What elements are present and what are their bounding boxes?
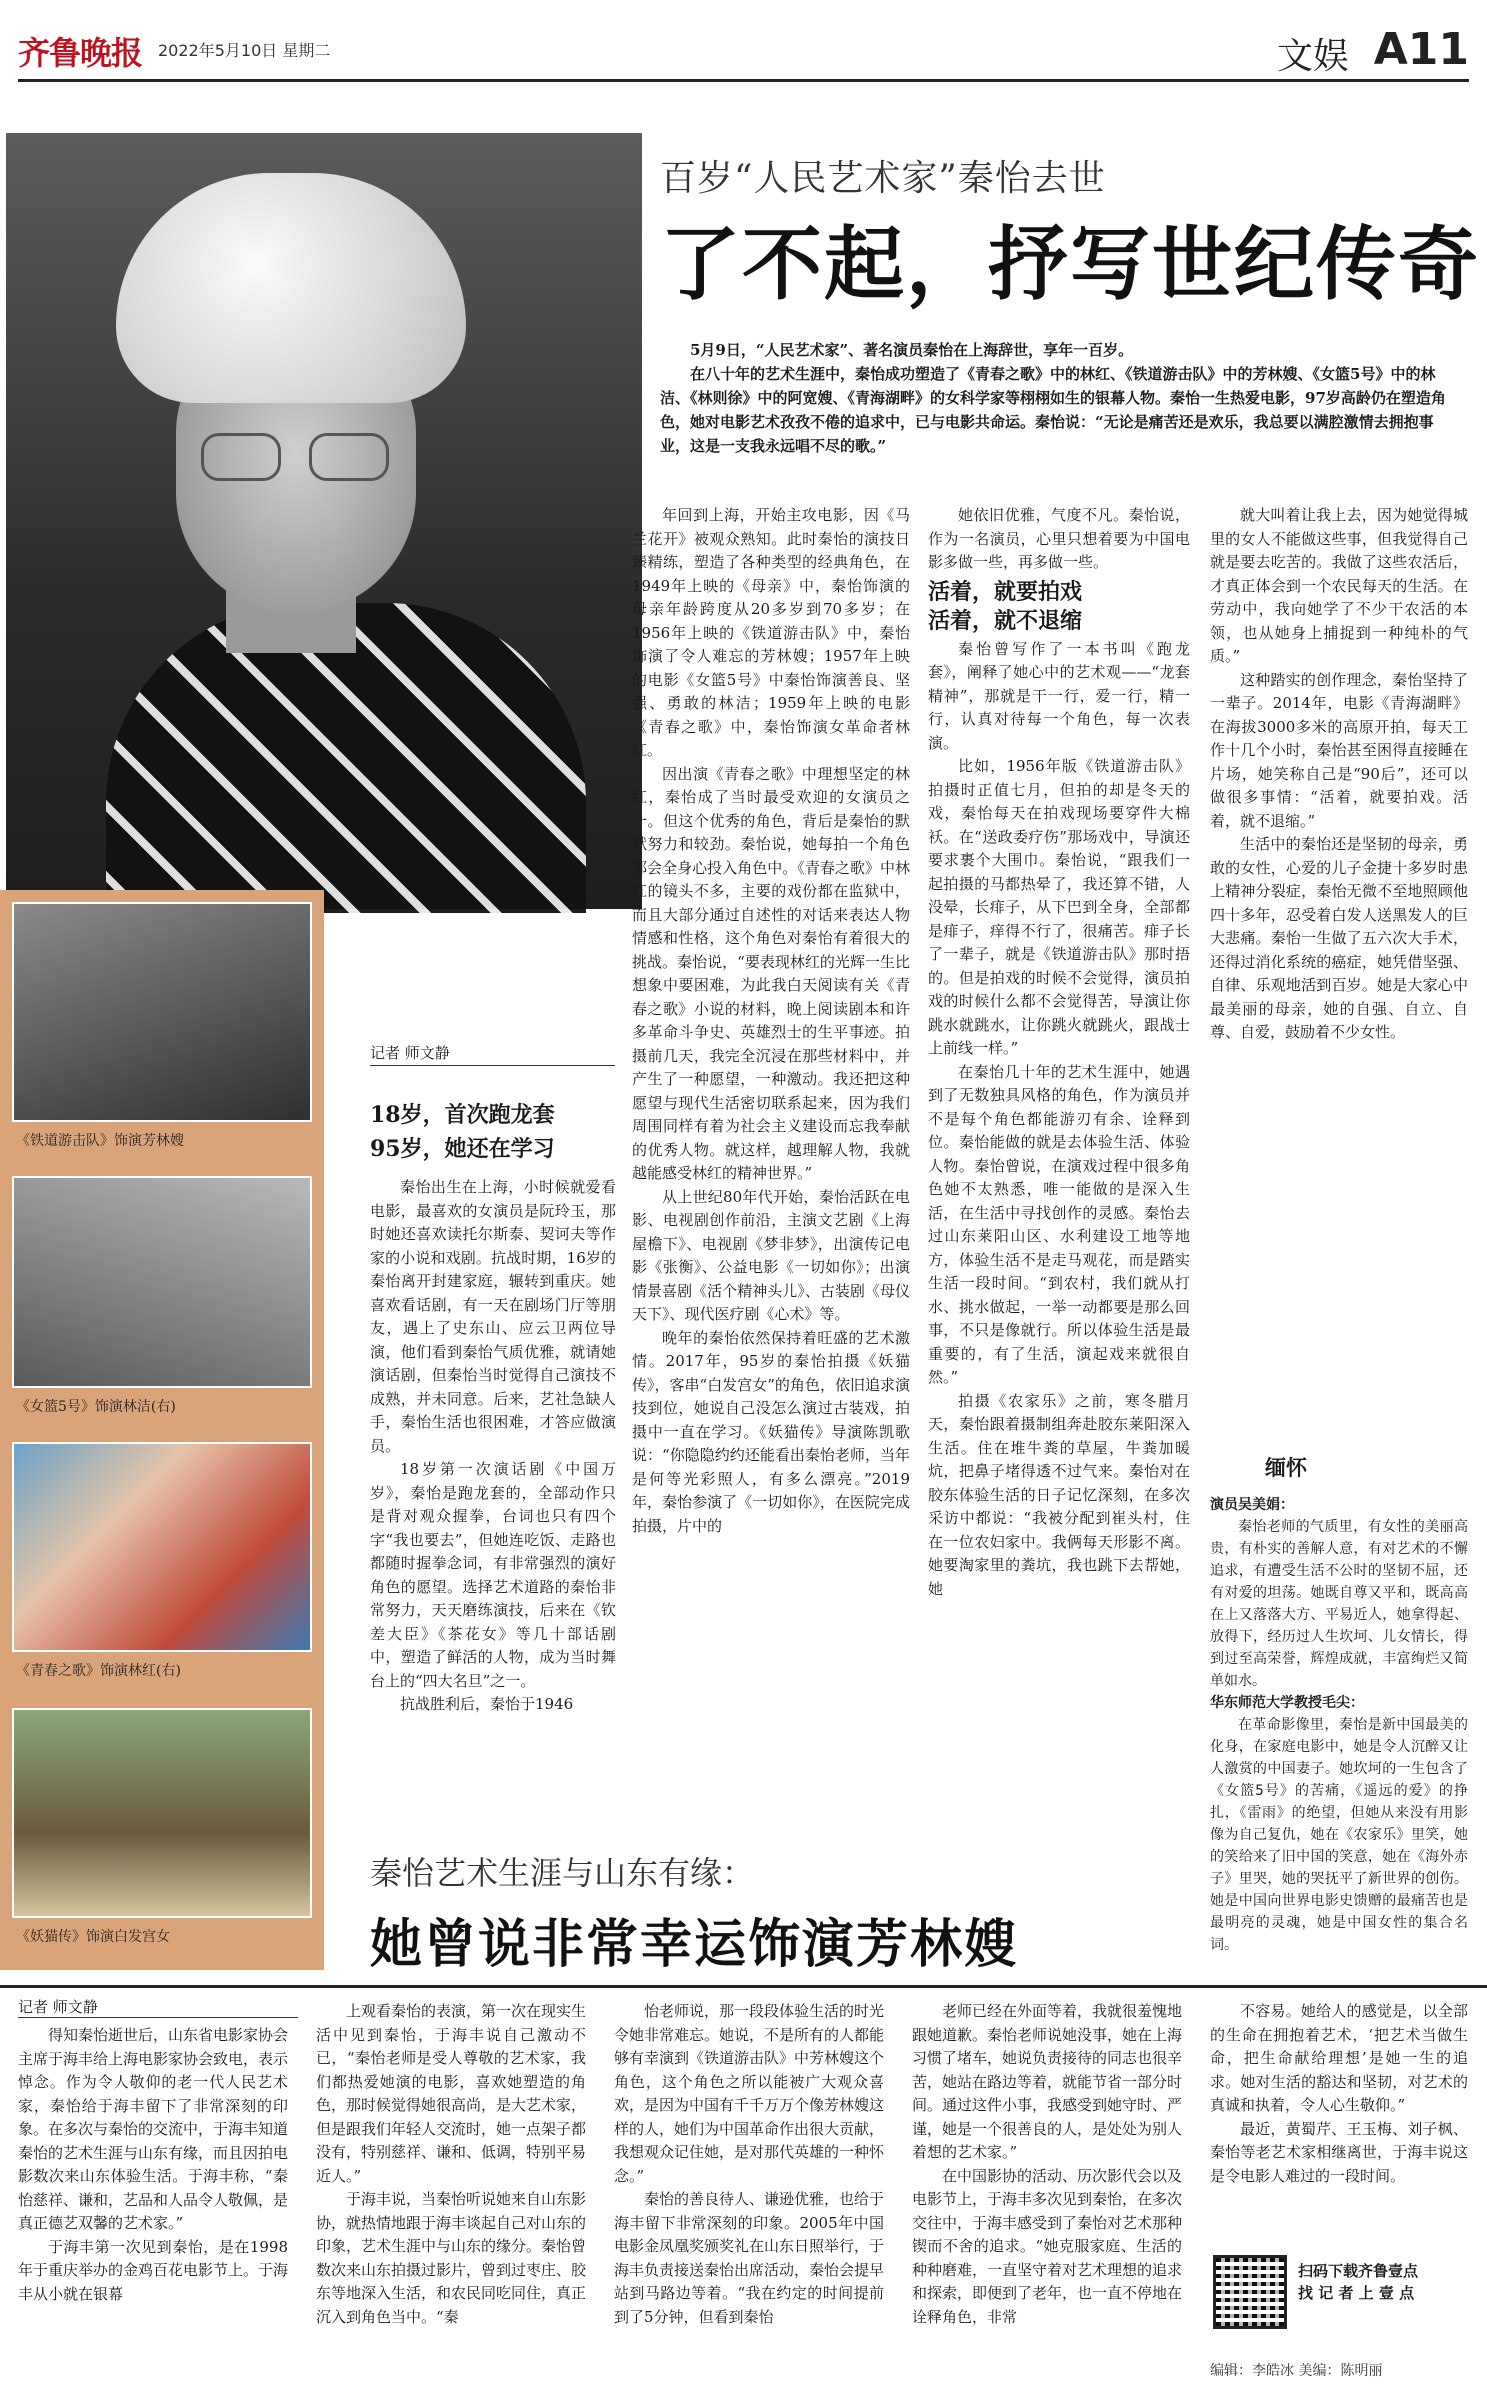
paragraph: 于海丰第一次见到秦怡，是在1998年于重庆举办的金鸡百花电影节上。于海丰从小就在银幕 — [18, 2237, 289, 2303]
paragraph: 生活中的秦怡还是坚韧的母亲，勇敢的女性，心爱的儿子金捷十多岁时患上精神分裂症，秦怡无微不至地照顾他四十多年，忍受着白发人送黑发人的巨大悲痛。秦怡一生做了五六次大手术，还得过消化系统的癌症，她凭借坚强、自律、乐观地活到百岁。她是大家心中最美丽的母亲，她的自强、自立、自尊、自爱，鼓励着不少女性。 — [1210, 835, 1468, 1041]
article2-title: 她曾说非常幸运饰演芳林嫂 — [370, 1914, 1019, 1975]
dateline: 2022年5月10日 星期二 — [158, 41, 331, 60]
qr-line: 找 记 者 上 壹 点 — [1298, 2284, 1415, 2302]
reporter-byline: 记者 师文静 — [370, 1042, 615, 1066]
heading-line: 95岁，她还在学习 — [370, 1136, 555, 1162]
article-column-2 — [632, 504, 910, 1796]
article2-column-2 — [316, 2000, 586, 2380]
tribute-speaker: 演员吴美娟： — [1210, 1497, 1294, 1513]
tribute-quote: 秦怡老师的气质里，有女性的美丽高贵，有朴实的善解人意，有对艺术的不懈追求，有遭受生活不公时的坚韧不屈，还有对爱的坦荡。她既自尊又平和，既高高在上又落落大方、平易近人，她拿得起、放得下，经历过人生坎坷、儿女情长，得到过至高荣誉，辉煌成就，丰富绚烂又简单如水。 — [1210, 1519, 1468, 1689]
film-stills-panel — [0, 890, 324, 1970]
reporter-byline: 记者 师文静 — [18, 1996, 298, 2018]
article-column-4 — [1210, 504, 1468, 1444]
paragraph: 不容易。她给人的感觉是，以全部的生命在拥抱着艺术，‘把艺术当做生命，把生命献给理想’是她一生的追求。她对生活的豁达和坚韧，对艺术的真诚和执着，令人心生敬仰。” — [1210, 2002, 1468, 2114]
paragraph: 老师已经在外面等着，我就很羞愧地跟她道歉。秦怡老师说她没事，她在上海习惯了堵车，她说负责接待的同志也很辛苦，她站在路边等着，就能节省一部分时间。通过这件小事，我感受到她守时、严谨，她是一个很善良的人，是处处为别人着想的艺术家。” — [912, 2002, 1183, 2161]
portrait-photo — [6, 133, 642, 909]
paragraph: 因出演《青春之歌》中理想坚定的林红，秦怡成了当时最受欢迎的女演员之一。但这个优秀的角色，背后是秦怡的默默努力和较劲。秦怡说，她每拍一个角色都会全身心投入角色中。《青春之歌》中林红的镜头不多，主要的戏份都在监狱中，而且大部分通过自述性的对话来表达人物情感和性格，这个角色对秦怡有着很大的挑战。秦怡说，“要表现林红的光辉一生比想象中要困难，为此我白天阅读有关《青春之歌》小说的材料，晚上阅读剧本和许多革命斗争史、英雄烈士的生平事迹。拍摄前几天，我完全沉浸在那些材料中，并产生了一种愿望，一种激动。我还把这种愿望与现代生活密切联系起来，因为我们周围同样有着为社会主义建设而忘我奉献的优秀人物。就这样，越理解人物，我就越能感受林红的精神世界。” — [632, 764, 910, 1182]
paragraph: 晚年的秦怡依然保持着旺盛的艺术激情。2017年，95岁的秦怡拍摄《妖猫传》，客串“白发宫女”的角色，依旧追求演技到位，她说自己没怎么演过古装戏，拍摄中一直在学习。《妖猫传》导演陈凯歌说：“你隐隐约约还能看出秦怡老师，当年是何等光彩照人，有多么漂亮。”2019年，秦怡参演了《一切如你》，在医院完成拍摄，片中的 — [632, 1328, 910, 1535]
section-heading: 活着，就不退缩 — [928, 608, 1083, 634]
page-number: A11 — [1373, 24, 1469, 75]
paragraph: 怡老师说，那一段段体验生活的时光令她非常难忘。她说，不是所有的人都能够有幸演到《铁道游击队》中芳林嫂这个角色，这个角色之所以能被广大观众喜欢，是因为中国有千千万万个像芳林嫂这样的人，她们为中国革命作出很大贡献，我想观众记住她，是对那代英雄的一种怀念。” — [614, 2002, 885, 2185]
headline-title: 了不起，抒写世纪传奇 — [660, 217, 1480, 311]
still-caption: 《妖猫传》饰演白发宫女 — [16, 1929, 170, 1945]
paragraph: 就大叫着让我上去，因为她觉得城里的女人不能做这些事，但我觉得自己就是要去吃苦的。我做了这些农活后，才真正体会到一个农民每天的生活。在劳动中，我向她学了不少干农活的本领，也从她身上捕捉到一种纯朴的气质。” — [1210, 506, 1468, 665]
paragraph: 得知秦怡逝世后，山东省电影家协会主席于海丰给上海电影家协会致电，表示悼念。作为令人敬仰的老一代人民艺术家，秦怡给于海丰留下了非常深刻的印象。在多次与秦怡的交流中，于海丰知道秦怡的艺术生涯与山东有缘，而且因拍电影数次来山东体验生活。于海丰称，“秦怡慈祥、谦和，艺品和人品令人敬佩，是真正德艺双馨的艺术家。” — [18, 2026, 289, 2232]
glasses-icon — [201, 433, 391, 481]
qr-line: 扫码下载齐鲁壹点 — [1298, 2262, 1419, 2280]
paragraph: 最近，黄蜀芹、王玉梅、刘子枫、秦怡等老艺术家相继离世，于海丰说这是令电影人难过的一段时间。 — [1210, 2119, 1468, 2185]
article2-subtitle: 秦怡艺术生涯与山东有缘： — [370, 1854, 755, 1892]
paragraph: 她依旧优雅，气度不凡。秦怡说，作为一名演员，心里只想着要为中国电影多做一些，再多做一些。 — [928, 506, 1190, 571]
paragraph: 比如，1956年版《铁道游击队》拍摄时正值七月，但拍的却是冬天的戏，秦怡每天在拍戏现场要穿件大棉袄。在“送政委疗伤”那场戏中，导演还要求裹个大围巾。秦怡说，“跟我们一起拍摄的马都热晕了，我还算不错，人没晕，长痱子，从下巴到全身，全部都是痱子，痒得不行了，很痛苦。痱子长了一辈子，就是《铁道游击队》那时捂的。但是拍戏的时候不会觉得，演员拍戏的时候什么都不会觉得苦，导演让你跳水就跳水，让你跳火就跳火，跟战士上前线一样。” — [928, 757, 1190, 1057]
newspaper-logo: 齐鲁晚报 — [18, 34, 143, 72]
heading-line: 18岁，首次跑龙套 — [370, 1102, 555, 1128]
lead-line: 5月9日，“人民艺术家”、著名演员秦怡在上海辞世，享年一百岁。 — [690, 341, 1134, 359]
paragraph: 秦怡的善良待人、谦逊优雅，也给于海丰留下非常深刻的印象。2005年中国电影金凤凰奖颁奖礼在山东日照举行，于海丰负责接送秦怡出席活动，秦怡会提早站到马路边等着。“我在约定的时间提前到了5分钟，但看到秦怡 — [614, 2190, 885, 2326]
paragraph: 秦怡曾写作了一本书叫《跑龙套》，阐释了她心中的艺术观——“龙套精神”，那就是干一行，爱一行，精一行，认真对待每一个角色，每一次表演。 — [928, 639, 1190, 752]
paragraph: 在秦怡几十年的艺术生涯中，她遇到了无数独具风格的角色，作为演员并不是每个角色都能游刃有余、诠释到位。秦怡能做的就是去体验生活、体验人物。秦怡曾说，在演戏过程中很多角色她不太熟悉，唯一能做的是深入生活，在生活中寻找创作的灵感。秦怡去过山东莱阳山区、水利建设工地等地方，体验生活不是走马观花，而是踏实生活一段时间。“到农村，我们就从打水、挑水做起，一举一动都要是那么回事，不只是像就行。所以体验生活是最重要的，有了生活，演起戏来就很自然。” — [928, 1062, 1190, 1386]
qr-caption — [1298, 2260, 1418, 2304]
article2-column-4 — [912, 2000, 1182, 2380]
section-name: 文娱 — [1276, 36, 1349, 77]
section-heading — [370, 1098, 555, 1166]
article2-column-3 — [614, 2000, 884, 2380]
still-caption: 《女篮5号》饰演林洁(右) — [16, 1399, 176, 1415]
paragraph: 于海丰说，当秦怡听说她来自山东影协，就热情地跟于海丰谈起自己对山东的印象，艺术生涯中与山东的缘分。秦怡曾数次来山东拍摄过影片，曾到过枣庄、胶东等地深入生活，和农民同吃同住，真正沉入到角色当中。“秦 — [316, 2190, 587, 2326]
article-column-1 — [370, 1176, 616, 1796]
still-photo — [12, 1176, 312, 1388]
still-photo — [12, 1708, 312, 1918]
still-photo — [12, 1442, 312, 1652]
tribute-speaker: 华东师范大学教授毛尖： — [1210, 1695, 1364, 1711]
still-caption: 《青春之歌》饰演林红(右) — [16, 1663, 181, 1679]
still-caption: 《铁道游击队》饰演芳林嫂 — [16, 1133, 184, 1149]
paragraph: 秦怡出生在上海，小时候就爱看电影，最喜欢的女演员是阮玲玉，那时她还喜欢读托尔斯泰、契诃夫等作家的小说和戏剧。抗战时期，16岁的秦怡离开封建家庭，辗转到重庆。她喜欢看话剧，有一天在剧场门厅等朋友，遇上了史东山、应云卫两位导演，他们看到秦怡气质优雅，就请她演话剧，但秦怡当时觉得自己演技不成熟，并未同意。后来，艺社急缺人手，秦怡生活也很困难，才答应做演员。 — [370, 1178, 616, 1455]
section-heading: 活着，就要拍戏 — [928, 578, 1083, 605]
paragraph: 从上世纪80年代开始，秦怡活跃在电影、电视剧创作前沿，主演文艺剧《上海屋檐下》、电视剧《梦非梦》，出演传记电影《张衡》、公益电影《一切如你》；出演情景喜剧《活个精神头儿》、古装剧《母仪天下》、现代医疗剧《心术》等。 — [632, 1187, 910, 1323]
divider — [0, 1985, 1487, 1988]
editor-credits: 编辑：李皓冰 美编：陈明丽 — [1210, 2363, 1383, 2379]
paragraph: 拍摄《农家乐》之前，寒冬腊月天，秦怡跟着摄制组奔赴胶东莱阳深入生活。住在堆牛粪的草屋，牛粪加暖炕，把鼻子堵得透不过气来。秦怡对在胶东体验生活的日子记忆深刻，在多次采访中都说：“我被分配到崔头村，住在一位农妇家中。我俩每天形影不离。她要淘家里的粪坑，我也跳下去帮她，她 — [928, 1391, 1190, 1598]
paragraph: 年回到上海，开始主攻电影，因《马兰花开》被观众熟知。此时秦怡的演技日臻精练，塑造了各种类型的经典角色，在1949年上映的《母亲》中，秦怡饰演的母亲年龄跨度从20多岁到70多岁；在1956年上映的《铁道游击队》中，秦怡饰演了令人难忘的芳林嫂；1957年上映的电影《女篮5号》中秦怡饰演善良、坚强、勇敢的林洁；1959年上映的电影《青春之歌》中，秦怡饰演女革命者林红。 — [632, 506, 910, 759]
lead-paragraph — [660, 338, 1460, 458]
article2-column-5 — [1210, 2000, 1468, 2240]
still-photo — [12, 902, 312, 1122]
paragraph: 在中国影协的活动、历次影代会以及电影节上，于海丰多次见到秦怡，在多次交往中，于海丰感受到了秦怡对艺术那种锲而不舍的追求。“她克服家庭、生活的种种磨难，一直坚守着对艺术理想的追求和探索，即便到了老年，也一直不停地在诠释角色，非常 — [912, 2166, 1183, 2326]
article2-column-1 — [18, 2024, 288, 2380]
paragraph: 上观看秦怡的表演，第一次在现实生活中见到秦怡，于海丰说自己激动不已，“秦怡老师是受人尊敬的艺术家，我们都热爱她演的电影，喜欢她塑造的角色，那时候觉得她很高尚，是大艺术家，但是跟我们年轻人交流时，她一点架子都没有，特别慈祥、谦和、低调，特别平易近人。” — [316, 2002, 587, 2185]
paragraph: 抗战胜利后，秦怡于1946 — [400, 1695, 574, 1713]
tribute-box — [1210, 1494, 1468, 1953]
paragraph: 这种踏实的创作理念，秦怡坚持了一辈子。2014年，电影《青海湖畔》在海拔3000多米的高原开拍，每天工作十几个小时，秦怡甚至困得直接睡在片场，她笑称自己是“90后”，还可以做很多事情：“活着，就要拍戏。活着，就不退缩。” — [1210, 670, 1468, 830]
lead-line: 在八十年的艺术生涯中，秦怡成功塑造了《青春之歌》中的林红、《铁道游击队》中的芳林嫂、《女篮5号》中的林洁、《林则徐》中的阿宽嫂、《青海湖畔》的女科学家等栩栩如生的银幕人物。秦怡一生热爱电影，97岁高龄仍在塑造角色，她对电影艺术孜孜不倦的追求中，已与电影共命运。秦怡说：“无论是痛苦还是欢乐，我总要以满腔激情去拥抱事业，这是一支我永远唱不尽的歌。” — [660, 365, 1446, 455]
tribute-heading: 缅怀 — [1265, 1455, 1307, 1480]
tribute-quote: 在革命影像里，秦怡是新中国最美的化身，在家庭电影中，她是令人沉醉又让人激赏的中国妻子。她坎坷的一生包含了《女篮5号》的苦痛，《遥远的爱》的挣扎，《雷雨》的绝望，但她从来没有用影像为自己复仇，她在《农家乐》里笑，她的笑给来了旧中国的笑意，她在《海外赤子》里哭，她的哭抚平了新世界的创伤。她是中国向世界电影史馈赠的最痛苦也是最明亮的灵魂，她是中国女性的集合名词。 — [1210, 1717, 1468, 1953]
article-column-3 — [928, 504, 1190, 1796]
headline-subtitle: 百岁“人民艺术家”秦怡去世 — [660, 158, 1106, 199]
qr-code-icon[interactable] — [1213, 2255, 1287, 2329]
masthead — [18, 22, 1469, 82]
paragraph: 18岁第一次演话剧《中国万岁》，秦怡是跑龙套的，全部动作只是背对观众握拳，台词也只有四个字“我也要去”，但她连吃饭、走路也都随时握拳念词，有非常强烈的演好角色的愿望。选择艺术道路的秦怡非常努力，天天磨练演技，后来在《钦差大臣》《茶花女》等几十部话剧中，塑造了鲜活的人物，成为当时舞台上的“四大名旦”之一。 — [370, 1460, 616, 1690]
